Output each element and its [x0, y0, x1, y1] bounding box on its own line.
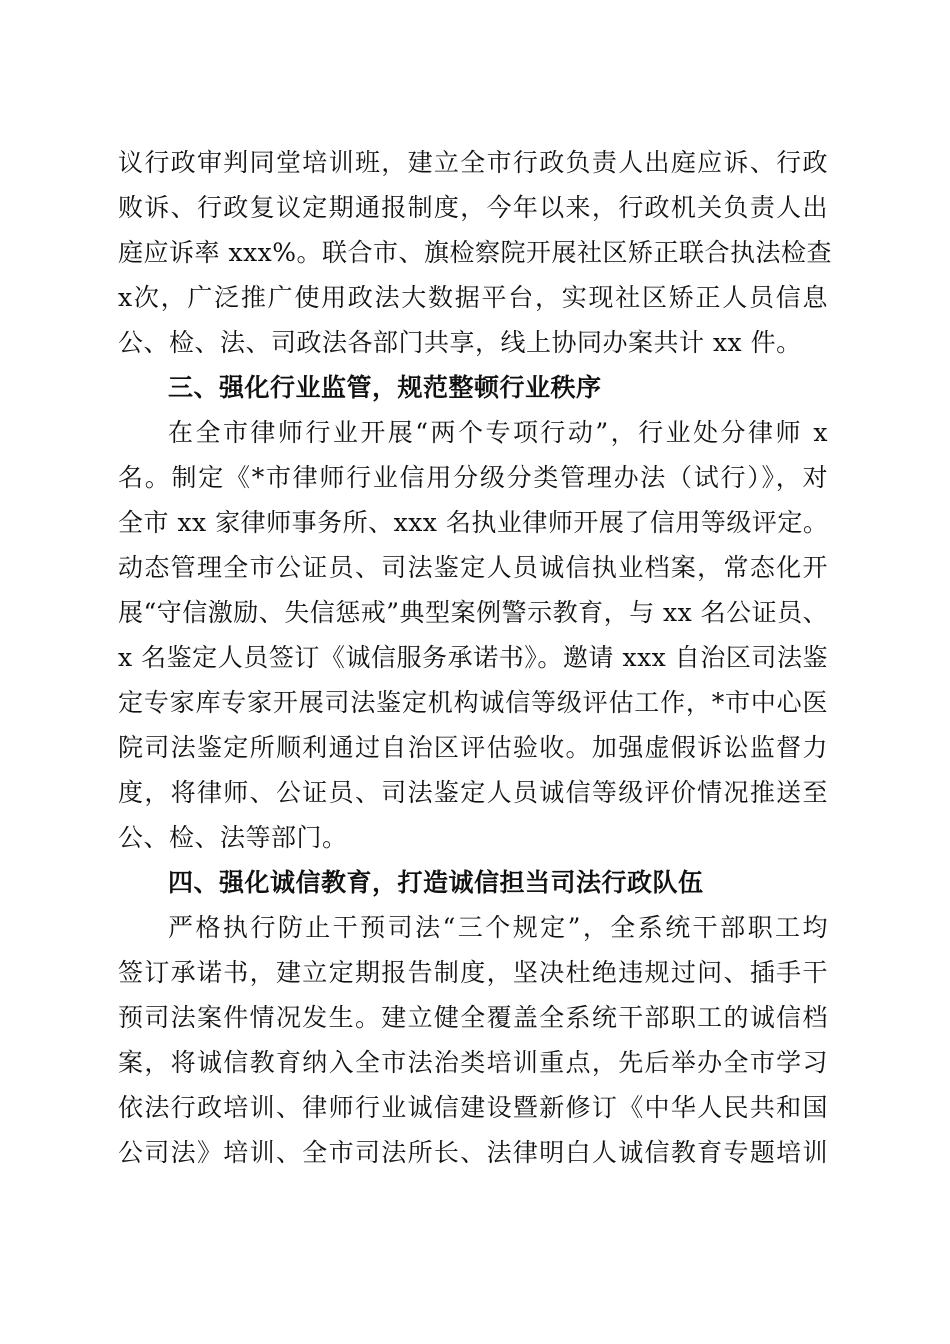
paragraph-line: 在全市律师行业开展“两个专项行动”，行业处分律师 x	[168, 418, 828, 447]
paragraph-line: x 名鉴定人员签订《诚信服务承诺书》。邀请 xxx 自治区司法鉴	[118, 643, 828, 672]
section-heading: 三、强化行业监管，规范整顿行业秩序	[168, 373, 602, 402]
paragraph-line: 院司法鉴定所顺利通过自治区评估验收。加强虚假诉讼监督力	[118, 733, 828, 762]
paragraph-line: 预司法案件情况发生。建立健全覆盖全系统干部职工的诚信档	[118, 1003, 828, 1032]
paragraph-line: 公司法》培训、全市司法所长、法律明白人诚信教育专题培训	[118, 1138, 828, 1167]
section-heading: 四、强化诚信教育，打造诚信担当司法行政队伍	[168, 868, 704, 897]
paragraph-line: 公、检、法等部门。	[118, 823, 348, 852]
paragraph-line: 议行政审判同堂培训班，建立全市行政负责人出庭应诉、行政	[118, 148, 828, 177]
paragraph-line: 名。制定《*市律师行业信用分级分类管理办法（试行）》，对	[118, 463, 828, 492]
paragraph-line: 败诉、行政复议定期通报制度，今年以来，行政机关负责人出	[118, 193, 828, 222]
paragraph-line: 签订承诺书，建立定期报告制度，坚决杜绝违规过问、插手干	[118, 958, 828, 987]
paragraph-line: 动态管理全市公证员、司法鉴定人员诚信执业档案，常态化开	[118, 553, 828, 582]
paragraph-line: 严格执行防止干预司法“三个规定”，全系统干部职工均	[168, 913, 828, 942]
paragraph-line: 庭应诉率 xxx%。联合市、旗检察院开展社区矫正联合执法检查	[118, 238, 833, 267]
paragraph-line: 度，将律师、公证员、司法鉴定人员诚信等级评价情况推送至	[118, 778, 828, 807]
paragraph-line: 定专家库专家开展司法鉴定机构诚信等级评估工作，*市中心医	[118, 688, 828, 717]
paragraph-line: 公、检、法、司政法各部门共享，线上协同办案共计 xx 件。	[118, 328, 802, 357]
paragraph-line: x次，广泛推广使用政法大数据平台，实现社区矫正人员信息	[118, 283, 828, 312]
paragraph-line: 依法行政培训、律师行业诚信建设暨新修订《中华人民共和国	[118, 1093, 828, 1122]
paragraph-line: 展“守信激励、失信惩戒”典型案例警示教育，与 xx 名公证员、	[118, 598, 829, 627]
paragraph-line: 全市 xx 家律师事务所、xxx 名执业律师开展了信用等级评定。	[118, 508, 829, 537]
paragraph-line: 案，将诚信教育纳入全市法治类培训重点，先后举办全市学习	[118, 1048, 828, 1077]
